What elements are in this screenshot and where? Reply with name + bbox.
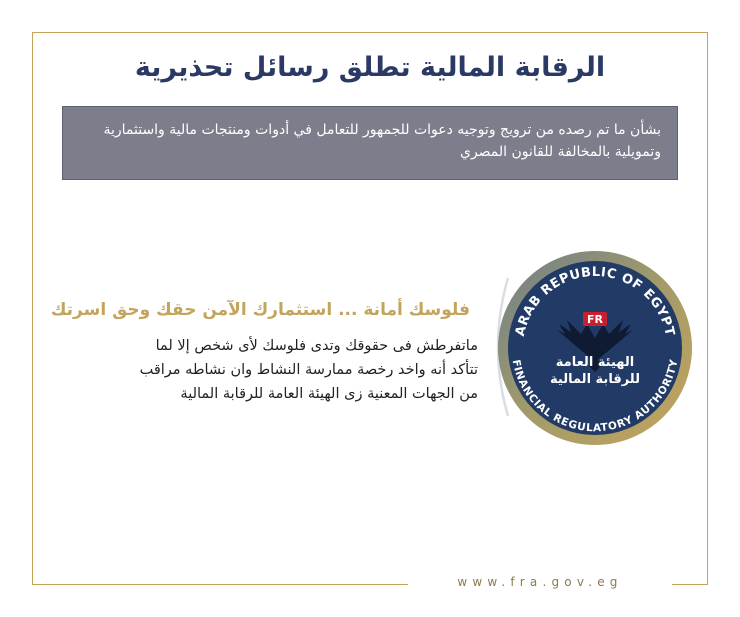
fra-logo xyxy=(497,250,693,446)
frame-border-bottom-left xyxy=(32,584,408,585)
logo-monogram: FR xyxy=(587,313,603,326)
logo-arabic-line-2: للرقابة المالية xyxy=(550,372,640,387)
message-line-1: ماتفرطش فى حقوقك وتدى فلوسك لأى شخص إلا لما xyxy=(155,338,478,354)
frame-border-bottom-right xyxy=(672,584,708,585)
slogan-text: فلوسك أمانة ... استثمارك الآمن حقك وحق اسرتك xyxy=(50,300,470,320)
page-title: الرقابة المالية تطلق رسائل تحذيرية xyxy=(134,52,606,83)
message-line-2: تتأكد أنه واخد رخصة ممارسة النشاط وان نشاطه مراقب xyxy=(139,362,478,378)
frame-border-top xyxy=(32,32,708,33)
frame-border-left xyxy=(32,32,33,585)
intro-box: بشأن ما تم رصده من ترويج وتوجيه دعوات للجمهور للتعامل في أدوات ومنتجات مالية واستثمارية وتمويلية بالمخالفة للقانون المصري xyxy=(62,106,678,180)
logo-top-text: ARAB REPUBLIC OF EGYPT xyxy=(512,264,678,338)
logo-arabic-line-1: الهيئة العامة xyxy=(555,355,635,370)
website-url[interactable]: www.fra.gov.eg xyxy=(457,575,623,589)
frame-border-right xyxy=(707,32,708,585)
logo-bottom-text: FINANCIAL REGULATORY AUTHORITY xyxy=(509,358,681,435)
message-text xyxy=(40,334,478,406)
message-line-3: من الجهات المعنية زى الهيئة العامة للرقابة المالية xyxy=(180,386,478,402)
